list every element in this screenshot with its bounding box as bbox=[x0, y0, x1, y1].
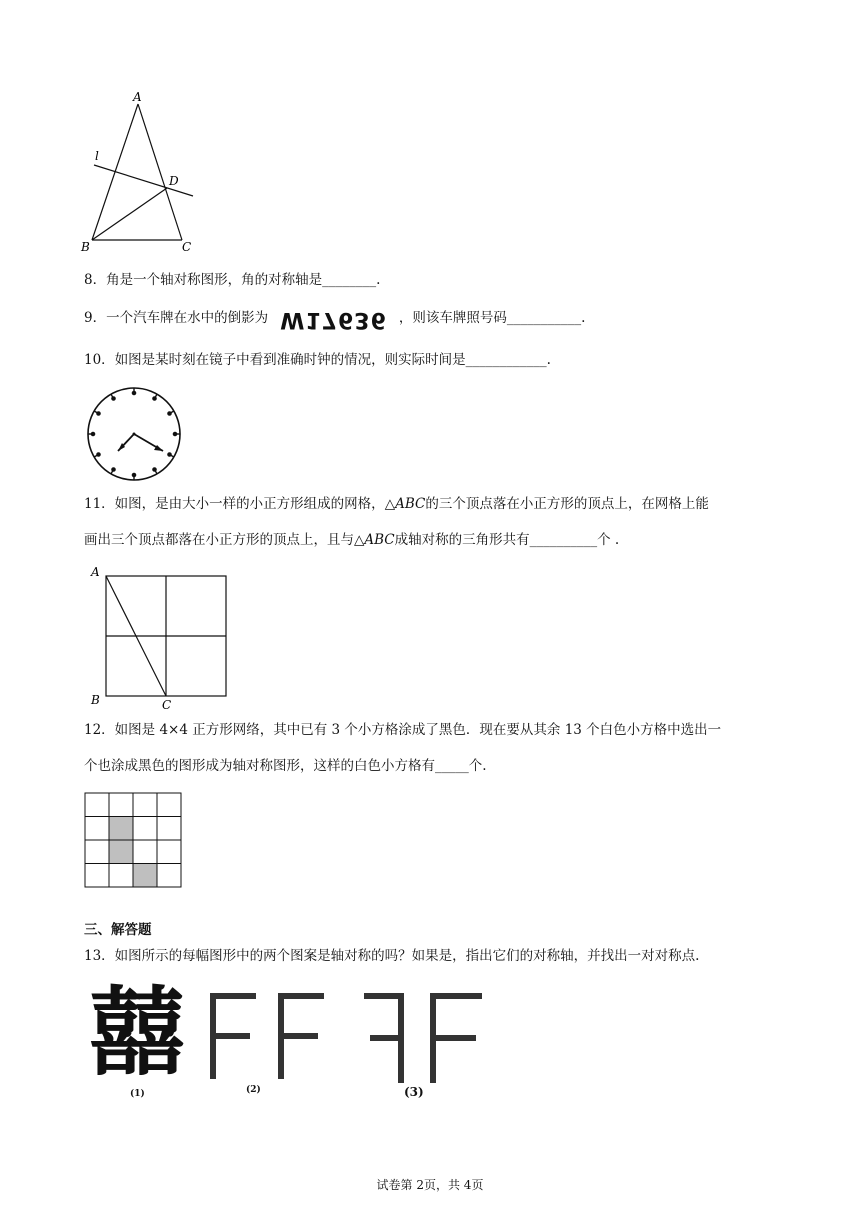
question-10-text: 如图是某时刻在镜子中看到准确时钟的情况，则实际时间是____________. bbox=[114, 352, 551, 368]
clock-tick-dot bbox=[153, 468, 156, 471]
figure-13 bbox=[84, 977, 504, 1105]
grid-cell bbox=[133, 793, 157, 817]
triangle-figure bbox=[80, 88, 210, 258]
grid-cell bbox=[133, 840, 157, 864]
triangle-abc-label-2: △ABC bbox=[354, 532, 395, 548]
clock-tick-dot bbox=[97, 453, 100, 456]
grid-cell-shaded bbox=[109, 840, 133, 864]
grid-cell-shaded bbox=[109, 817, 133, 841]
grid-cell bbox=[157, 817, 181, 841]
double-happiness-glyph: 囍 bbox=[89, 977, 185, 1089]
question-11-text-c: 画出三个顶点都落在小正方形的顶点上，且与 bbox=[84, 532, 354, 548]
grid-cell bbox=[133, 817, 157, 841]
question-11-line-2 bbox=[84, 530, 619, 550]
grid-label-b: B bbox=[91, 693, 100, 707]
grid-cell bbox=[85, 817, 109, 841]
grid-cell bbox=[109, 864, 133, 888]
question-8-number: 8． bbox=[84, 272, 107, 288]
triangle-abc-label: △ABC bbox=[384, 496, 426, 512]
question-13: 13．如图所示的每幅图形中的两个图案是轴对称的吗？如果是，指出它们的对称轴，并找出一对对称点. bbox=[84, 948, 700, 964]
question-9 bbox=[84, 306, 586, 332]
grid-cell bbox=[157, 840, 181, 864]
clock-tick-dot bbox=[112, 397, 115, 400]
question-10-number: 10． bbox=[84, 352, 115, 368]
clock-tick-dot bbox=[168, 412, 171, 415]
mirror-f-pair-2 bbox=[204, 993, 344, 1083]
grid-cell bbox=[157, 864, 181, 888]
question-9-number: 9． bbox=[84, 310, 107, 326]
clock-tick-dot bbox=[112, 468, 115, 471]
grid-cell bbox=[85, 864, 109, 888]
question-9-text-before: 一个汽车牌在水中的倒影为 bbox=[106, 310, 269, 326]
question-12-line-1: 12．如图是 4×4 正方形网络，其中已有 3 个小方格涂成了黑色．现在要从其余 13 个白色小方格中选出一 bbox=[84, 722, 722, 738]
question-12-line-2: 个也涂成黑色的图形成为轴对称图形，这样的白色小方格有_____个. bbox=[84, 758, 487, 774]
clock-tick-dot bbox=[132, 473, 135, 476]
section-title: 三、解答题 bbox=[84, 922, 152, 938]
label-a: A bbox=[133, 90, 142, 104]
question-9-text-after: ，则该车牌照号码___________. bbox=[398, 310, 586, 326]
caption-3: (3) bbox=[404, 1085, 424, 1099]
caption-2: (2) bbox=[246, 1085, 261, 1095]
clock-tick-dot bbox=[91, 432, 94, 435]
grid-label-a: A bbox=[91, 565, 100, 579]
grid-cell bbox=[85, 840, 109, 864]
mirror-f-pair-3 bbox=[364, 993, 494, 1085]
grid-cell-shaded bbox=[133, 864, 157, 888]
grid-cell bbox=[109, 793, 133, 817]
grid-2x2-figure bbox=[86, 562, 236, 712]
question-11-text-d: 成轴对称的三角形共有__________个 . bbox=[394, 532, 620, 548]
clock-tick-dot bbox=[132, 391, 135, 394]
grid-cell bbox=[157, 793, 181, 817]
label-d: D bbox=[169, 174, 179, 188]
page-footer: 试卷第 2页，共 4页 bbox=[376, 1178, 484, 1192]
question-8 bbox=[84, 270, 380, 290]
question-11-text-b: 的三个顶点落在小正方形的顶点上，在网格上能 bbox=[425, 496, 709, 512]
license-plate-reflection: W17636 bbox=[280, 306, 387, 332]
question-8-text: 角是一个轴对称图形，角的对称轴是________. bbox=[106, 272, 381, 288]
question-11-line-1 bbox=[84, 494, 709, 514]
caption-1: (1) bbox=[130, 1089, 145, 1099]
grid-cell bbox=[85, 793, 109, 817]
clock-tick-dot bbox=[173, 432, 176, 435]
clock-tick-dot bbox=[153, 397, 156, 400]
grid-4x4-figure bbox=[84, 792, 184, 888]
clock-tick-dot bbox=[97, 412, 100, 415]
label-b: B bbox=[81, 240, 90, 254]
label-l: l bbox=[95, 149, 99, 163]
grid-label-c: C bbox=[162, 698, 172, 712]
question-11-text-a: 11．如图，是由大小一样的小正方形组成的网格， bbox=[84, 496, 385, 512]
question-10 bbox=[84, 350, 551, 370]
label-c: C bbox=[182, 240, 192, 254]
clock-tick-dot bbox=[168, 453, 171, 456]
mirror-clock-figure bbox=[84, 384, 184, 484]
